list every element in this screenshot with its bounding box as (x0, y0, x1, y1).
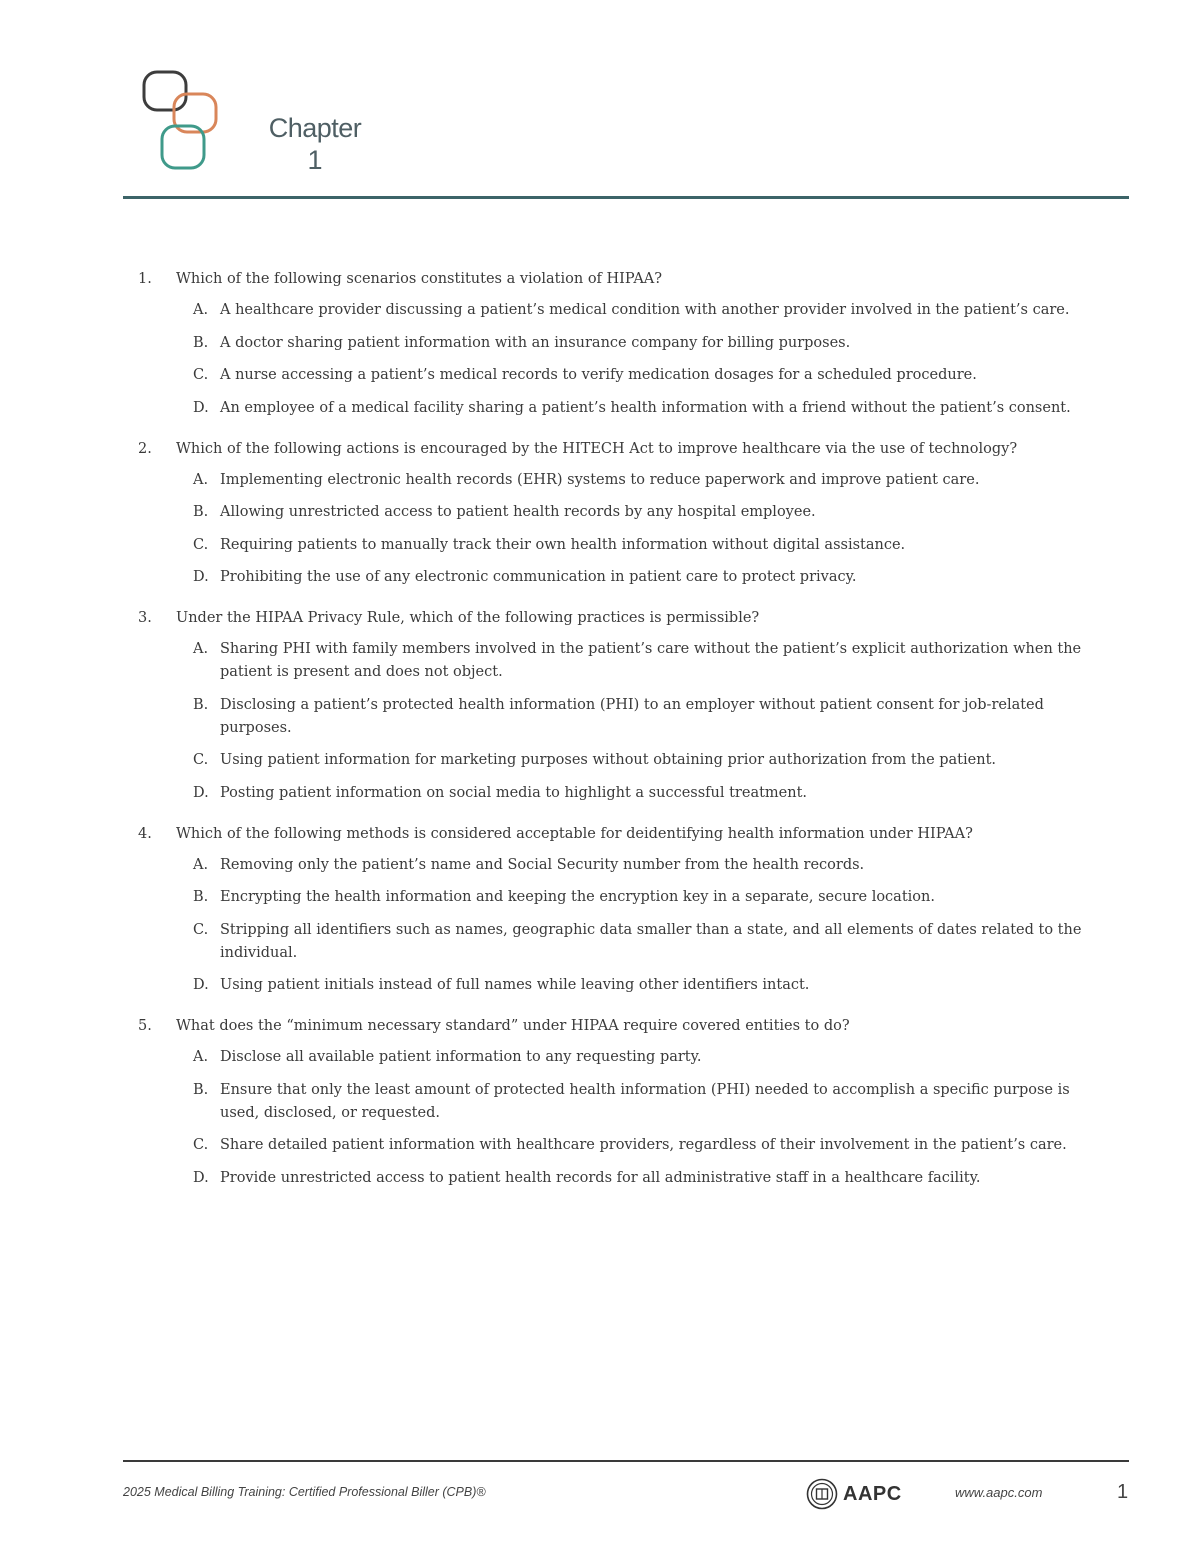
option-text: Encrypting the health information and keeping the encryption key in a separate, secure location. (220, 889, 935, 905)
answer-options (193, 854, 1088, 998)
answer-option (193, 1134, 1088, 1157)
answer-option (193, 501, 1088, 524)
question-line (138, 823, 1088, 846)
option-text: Posting patient information on social media to highlight a successful treatment. (220, 784, 808, 801)
option-text: Disclosing a patient’s protected health information (PHI) to an employer without patient consent for job-related purposes. (220, 696, 1044, 736)
answer-option (193, 397, 1088, 420)
option-text: A nurse accessing a patient’s medical records to verify medication dosages for a scheduled procedure. (220, 367, 977, 383)
option-letter: C. (193, 921, 209, 938)
question-number: 1. (138, 271, 152, 287)
question-number: 3. (138, 610, 152, 626)
answer-option (193, 694, 1088, 740)
footer-divider (123, 1460, 1129, 1462)
question-text: Which of the following scenarios constitutes a violation of HIPAA? (176, 271, 663, 287)
option-text: Stripping all identifiers such as names, geographic data smaller than a state, and all elements of dates related to the individual. (220, 921, 1082, 961)
option-letter: B. (193, 1081, 209, 1098)
question-text: Which of the following methods is considered acceptable for deidentifying health information under HIPAA? (176, 825, 973, 842)
answer-options (193, 638, 1088, 805)
footer-book-title: 2025 Medical Billing Training: Certified Professional Biller (CPB)® (123, 1485, 486, 1499)
option-letter: D. (193, 977, 209, 993)
question-text: Which of the following actions is encouraged by the HITECH Act to improve healthcare via the use of technology? (176, 440, 1018, 457)
answer-options (193, 299, 1088, 420)
option-letter: B. (193, 889, 209, 905)
answer-option (193, 1046, 1088, 1069)
question-text: What does the “minimum necessary standard” under HIPAA require covered entities to do? (176, 1018, 850, 1034)
answer-option (193, 886, 1088, 909)
chapter-heading (250, 112, 380, 176)
question-list (138, 268, 1088, 1208)
answer-options (193, 1046, 1088, 1190)
answer-options (193, 469, 1088, 590)
option-text: A doctor sharing patient information with an insurance company for billing purposes. (220, 334, 851, 351)
footer-url: www.aapc.com (955, 1485, 1043, 1500)
option-letter: C. (193, 752, 209, 768)
answer-option (193, 974, 1088, 997)
ring-top (144, 72, 186, 110)
option-letter: D. (193, 1169, 209, 1186)
question-number: 2. (138, 440, 152, 457)
question-item (138, 268, 1088, 420)
option-text: Using patient information for marketing purposes without obtaining prior authorization from the patient. (220, 752, 997, 768)
option-text: Using patient initials instead of full names while leaving other identifiers intact. (220, 977, 810, 993)
option-letter: A. (193, 302, 209, 318)
aapc-wordmark: AAPC (843, 1482, 902, 1505)
chapter-rings-logo (138, 66, 222, 178)
answer-option (193, 1079, 1088, 1125)
answer-option (193, 919, 1088, 965)
option-letter: D. (193, 569, 209, 585)
option-text: Requiring patients to manually track their own health information without digital assistance. (220, 536, 906, 553)
answer-option (193, 332, 1088, 355)
question-line (138, 1015, 1088, 1038)
answer-option (193, 854, 1088, 877)
option-letter: C. (193, 367, 209, 383)
answer-option (193, 749, 1088, 772)
option-letter: B. (193, 696, 209, 713)
question-item (138, 823, 1088, 998)
option-text: Sharing PHI with family members involved in the patient’s care without the patient’s explicit authorization when the patient is present and does not object. (220, 641, 1082, 680)
option-text: Disclose all available patient information to any requesting party. (220, 1049, 702, 1065)
option-text: Allowing unrestricted access to patient health records by any hospital employee. (220, 504, 816, 520)
option-text: Provide unrestricted access to patient health records for all administrative staff in a healthcare facility. (220, 1169, 981, 1186)
answer-option (193, 782, 1088, 805)
aapc-logo (806, 1477, 902, 1511)
option-letter: A. (193, 641, 209, 657)
option-letter: D. (193, 399, 209, 416)
question-item (138, 607, 1088, 805)
option-text: An employee of a medical facility sharing a patient’s health information with a friend without the patient’s consent. (220, 399, 1071, 416)
chapter-number: 1 (307, 145, 323, 175)
option-text: Ensure that only the least amount of protected health information (PHI) needed to accomplish a specific purpose is used, disclosed, or requested. (220, 1081, 1070, 1121)
question-number: 5. (138, 1018, 152, 1034)
answer-option (193, 566, 1088, 589)
header-divider (123, 196, 1129, 199)
option-text: Share detailed patient information with healthcare providers, regardless of their involvement in the patient’s care. (220, 1137, 1067, 1153)
question-number: 4. (138, 825, 152, 842)
answer-option (193, 364, 1088, 387)
answer-option (193, 299, 1088, 322)
answer-option (193, 534, 1088, 557)
option-text: Implementing electronic health records (EHR) systems to reduce paperwork and improve patient care. (220, 471, 980, 488)
option-letter: A. (193, 856, 209, 873)
option-text: Prohibiting the use of any electronic communication in patient care to protect privacy. (220, 569, 857, 585)
aapc-seal-icon (806, 1478, 838, 1510)
question-line (138, 438, 1088, 461)
answer-option (193, 469, 1088, 492)
question-line (138, 268, 1088, 291)
page-number: 1 (1117, 1481, 1129, 1503)
question-item (138, 438, 1088, 590)
option-letter: C. (193, 536, 209, 553)
option-letter: C. (193, 1137, 209, 1153)
question-text: Under the HIPAA Privacy Rule, which of the following practices is permissible? (176, 610, 760, 626)
option-text: A healthcare provider discussing a patient’s medical condition with another provider involved in the patient’s care. (220, 302, 1070, 318)
question-item (138, 1015, 1088, 1190)
option-letter: B. (193, 334, 209, 351)
option-text: Removing only the patient’s name and Social Security number from the health records. (220, 856, 865, 873)
question-line (138, 607, 1088, 630)
option-letter: A. (193, 471, 209, 488)
option-letter: B. (193, 504, 209, 520)
option-letter: D. (193, 784, 209, 801)
chapter-word: Chapter (268, 113, 362, 143)
answer-option (193, 1167, 1088, 1190)
answer-option (193, 638, 1088, 684)
option-letter: A. (193, 1049, 209, 1065)
